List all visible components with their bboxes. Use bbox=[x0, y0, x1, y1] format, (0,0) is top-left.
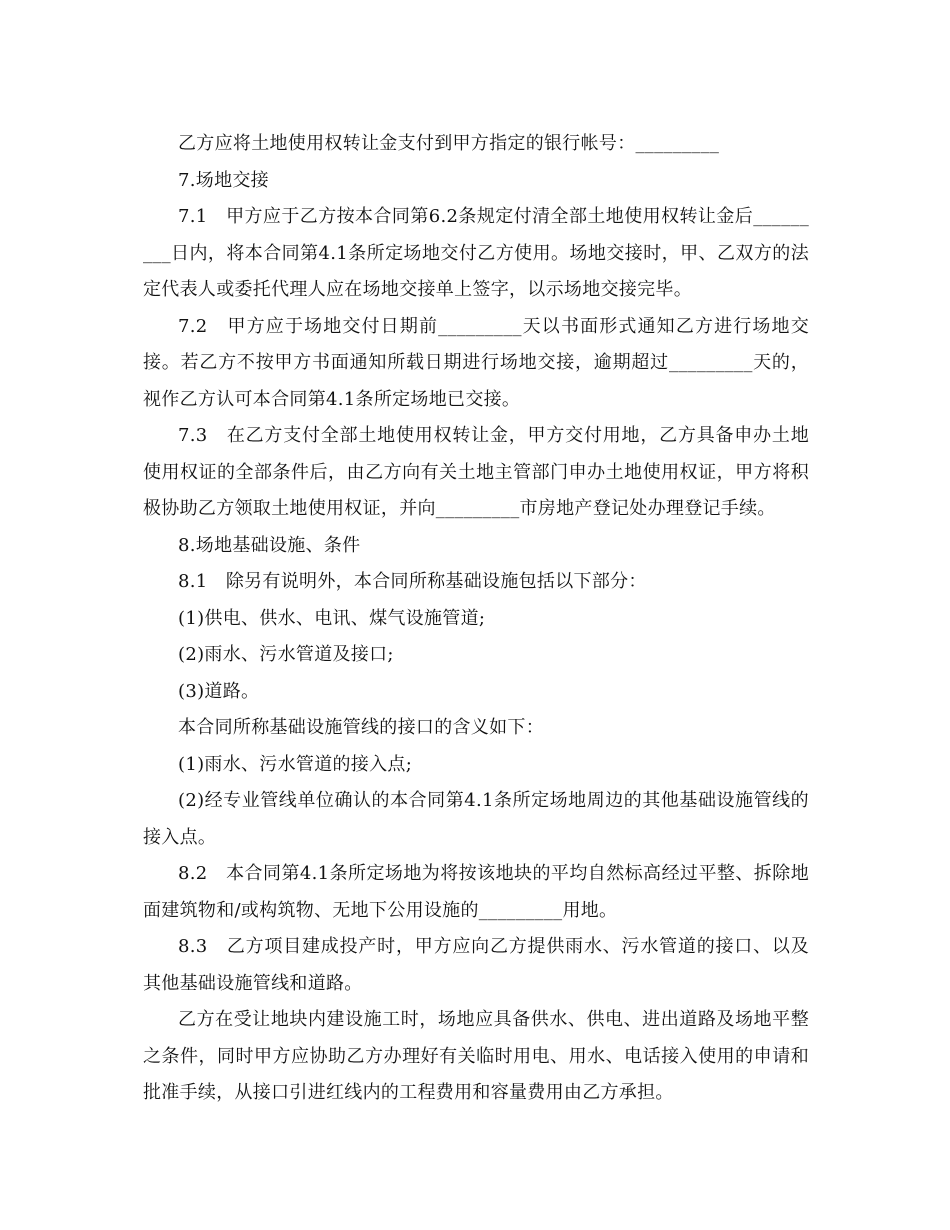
section-8-heading: 8.场地基础设施、条件 bbox=[178, 534, 361, 556]
construction-conditions-paragraph: 乙方在受让地块内建设施工时，场地应具备供水、供电、进出道路及场地平整之条件，同时甲方应协助乙方办理好有关临时用电、用水、电话接入使用的申请和批准手续，从接口引进红线内的工程费用和容量费用由乙方承担。 bbox=[143, 1009, 809, 1103]
list-item: (1)雨水、污水管道的接入点; bbox=[178, 753, 413, 775]
clause-7-1: 7.1 甲方应于乙方按本合同第6.2条规定付清全部土地使用权转让金后_________日内，将本合同第4.1条所定场地交付乙方使用。场地交接时，甲、乙双方的法定代表人或委托代理人应在场地交接单上签字，以示场地交接完毕。 bbox=[143, 206, 809, 300]
clause-7-3: 7.3 在乙方支付全部土地使用权转让金，甲方交付用地，乙方具备申办土地使用权证的全部条件后，由乙方向有关土地主管部门申办土地使用权证，甲方将积极协助乙方领取土地使用权证，并向_________市房地产登记处办理登记手续。 bbox=[143, 425, 809, 519]
list-item: (3)道路。 bbox=[178, 680, 260, 702]
clause-8-1: 8.1 除另有说明外，本合同所称基础设施包括以下部分： bbox=[178, 571, 647, 592]
document-body bbox=[143, 126, 809, 1112]
interface-definition-intro: 本合同所称基础设施管线的接口的含义如下： bbox=[178, 717, 544, 738]
list-item: (1)供电、供水、电讯、煤气设施管道; bbox=[178, 607, 486, 629]
list-item: (2)雨水、污水管道及接口; bbox=[178, 644, 394, 665]
clause-7-2: 7.2 甲方应于场地交付日期前_________天以书面形式通知乙方进行场地交接。若乙方不按甲方书面通知所载日期进行场地交接，逾期超过_________天的，视作乙方认可本合同第4.1条所定场地已交接。 bbox=[143, 315, 809, 410]
list-item: (2)经专业管线单位确认的本合同第4.1条所定场地周边的其他基础设施管线的接入点。 bbox=[143, 790, 809, 848]
clause-8-3: 8.3 乙方项目建成投产时，甲方应向乙方提供雨水、污水管道的接口、以及其他基础设施管线和道路。 bbox=[143, 936, 809, 994]
clause-8-2: 8.2 本合同第4.1条所定场地为将按该地块的平均自然标高经过平整、拆除地面建筑物和/或构筑物、无地下公用设施的_________用地。 bbox=[143, 863, 809, 921]
payment-account-paragraph: 乙方应将土地使用权转让金支付到甲方指定的银行帐号：_________ bbox=[178, 133, 720, 154]
section-7-heading: 7.场地交接 bbox=[178, 169, 269, 191]
